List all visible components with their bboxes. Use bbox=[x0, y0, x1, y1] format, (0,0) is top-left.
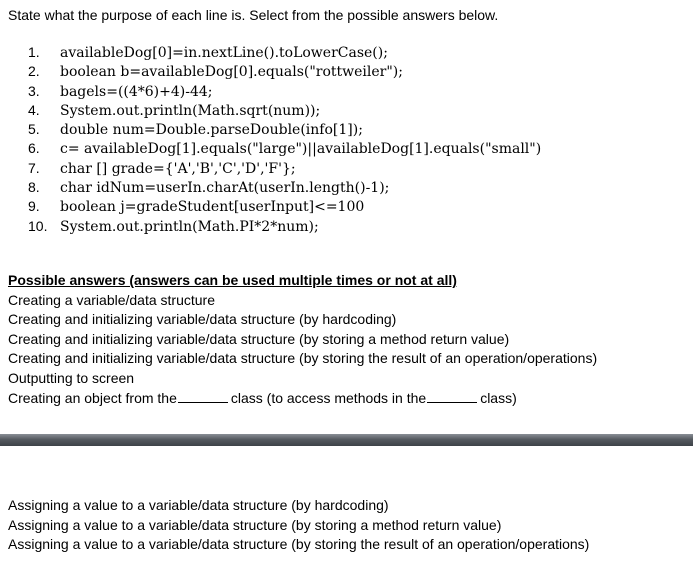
code-line bbox=[28, 178, 541, 197]
code-line bbox=[28, 217, 541, 236]
code-line-list bbox=[28, 43, 541, 236]
instruction-text: State what the purpose of each line is. Select from the possible answers below. bbox=[8, 7, 499, 23]
object-line-part3: class) bbox=[480, 389, 517, 406]
code-text: char idNum=userIn.charAt(userIn.length()-1); bbox=[60, 180, 390, 197]
fill-in-blank bbox=[427, 390, 477, 403]
line-number: 7. bbox=[28, 159, 40, 176]
code-line bbox=[28, 139, 541, 158]
code-text: char [] grade={'A','B','C','D','F'}; bbox=[60, 160, 296, 177]
code-line bbox=[28, 101, 541, 120]
code-line bbox=[28, 62, 541, 81]
answer-item: Outputting to screen bbox=[8, 369, 135, 386]
answer-item: Assigning a value to a variable/data structure (by storing a method return value) bbox=[8, 516, 502, 533]
code-text: bagels=((4*6)+4)-44; bbox=[60, 83, 213, 100]
code-text: boolean j=gradeStudent[userInput]<=100 bbox=[60, 199, 365, 216]
code-line bbox=[28, 197, 541, 216]
answer-item: Creating and initializing variable/data structure (by storing the result of an operation/operations) bbox=[8, 350, 598, 367]
fill-in-blank bbox=[178, 390, 228, 403]
answer-item-object bbox=[8, 389, 597, 409]
answer-item: Creating and initializing variable/data structure (by hardcoding) bbox=[8, 311, 397, 328]
object-line-part2: class (to access methods in the bbox=[230, 389, 427, 406]
line-number: 8. bbox=[28, 179, 40, 196]
line-number: 4. bbox=[28, 101, 40, 118]
code-text: System.out.println(Math.PI*2*num); bbox=[60, 218, 319, 235]
line-number: 3. bbox=[28, 82, 40, 99]
line-number: 1. bbox=[28, 44, 40, 60]
code-text: System.out.println(Math.sqrt(num)); bbox=[60, 102, 321, 119]
answer-item: Creating a variable/data structure bbox=[8, 291, 215, 308]
code-line bbox=[28, 120, 541, 139]
line-number: 9. bbox=[28, 198, 40, 215]
code-text: double num=Double.parseDouble(info[1]); bbox=[60, 122, 363, 139]
answer-item: Assigning a value to a variable/data structure (by storing the result of an operation/operations) bbox=[8, 536, 590, 553]
code-line bbox=[28, 159, 541, 178]
assigning-answers-section bbox=[8, 496, 589, 555]
answers-heading: Possible answers (answers can be used multiple times or not at all) bbox=[8, 272, 457, 288]
code-text: availableDog[0]=in.nextLine().toLowerCase(); bbox=[60, 45, 388, 61]
object-line-part1: Creating an object from the bbox=[8, 389, 177, 406]
line-number: 6. bbox=[28, 140, 40, 157]
possible-answers-section bbox=[8, 271, 597, 408]
code-text: boolean b=availableDog[0].equals("rottweiler"); bbox=[60, 64, 403, 81]
code-line bbox=[28, 82, 541, 101]
line-number: 2. bbox=[28, 63, 40, 80]
section-divider bbox=[0, 434, 693, 446]
code-line bbox=[28, 43, 541, 62]
answer-item: Creating and initializing variable/data structure (by storing a method return value) bbox=[8, 330, 510, 347]
code-text: c= availableDog[1].equals("large")||availableDog[1].equals("small") bbox=[60, 141, 542, 158]
answer-item: Assigning a value to a variable/data structure (by hardcoding) bbox=[8, 497, 389, 513]
line-number: 10. bbox=[28, 217, 48, 234]
line-number: 5. bbox=[28, 121, 40, 138]
